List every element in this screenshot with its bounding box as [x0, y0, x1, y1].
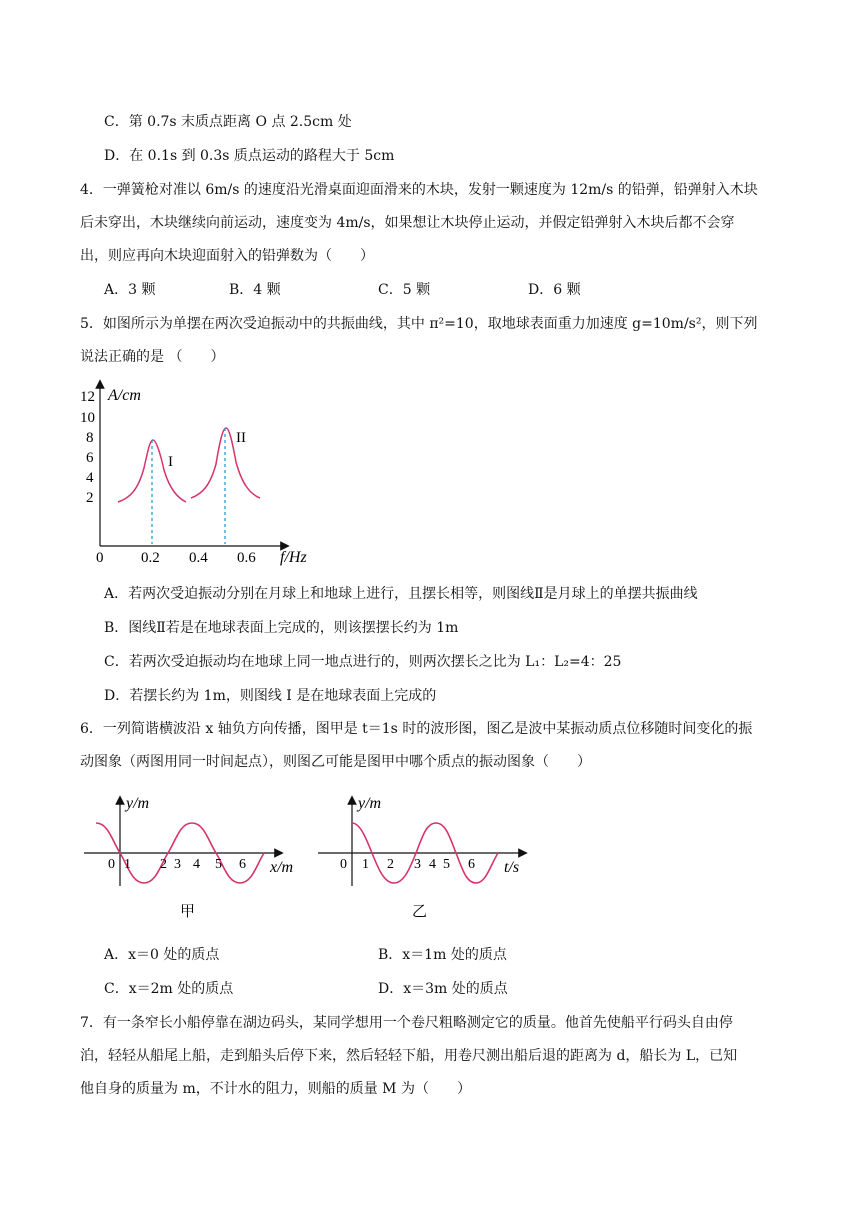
y-axis-label: y/m [358, 795, 382, 812]
y-tick-10: 10 [80, 410, 95, 426]
y-tick-2: 2 [86, 490, 94, 506]
tick-6: 6 [239, 857, 246, 872]
q5-line-2: 说法正确的是 （ ） [80, 349, 225, 365]
curve-label-2: II [236, 430, 246, 446]
q6-option-a: A．x＝0 处的质点 [104, 947, 220, 963]
q4-option-a: A．3 颗 [104, 282, 156, 298]
q3-option-c: C．第 0.7s 末质点距离 O 点 2.5cm 处 [104, 114, 352, 130]
tick-1: 1 [124, 857, 131, 872]
q5-option-c: C．若两次受迫振动均在地球上同一地点进行的，则两次摆长之比为 L₁：L₂=4：25 [104, 654, 622, 670]
q6-option-b: B．x＝1m 处的质点 [378, 947, 507, 963]
tick-3: 3 [174, 857, 181, 872]
q7-line-3: 他自身的质量为 m，不计水的阻力，则船的质量 M 为（ ） [80, 1081, 471, 1097]
tick-5: 5 [443, 857, 450, 872]
y-axis-label: A/cm [108, 387, 141, 404]
q4-line-3: 出，则应再向木块迎面射入的铅弹数为（ ） [80, 248, 374, 264]
q3-option-d: D．在 0.1s 到 0.3s 质点运动的路程大于 5cm [104, 148, 395, 164]
tick-2: 2 [387, 857, 394, 872]
tick-4: 4 [429, 857, 436, 872]
q5-line-1: 5．如图所示为单摆在两次受迫振动中的共振曲线，其中 π²=10，取地球表面重力加速度 g=10m/s²，则下列 [80, 316, 758, 332]
y-tick-12: 12 [80, 389, 95, 405]
q5-option-b: B．图线Ⅱ若是在地球表面上完成的，则该摆摆长约为 1m [104, 620, 459, 636]
x-tick-0: 0 [96, 550, 104, 566]
tick-0: 0 [340, 857, 347, 872]
x-axis-label: f/Hz [280, 549, 307, 566]
wave-figure-yi [318, 788, 538, 928]
q4-option-c: C．5 颗 [378, 282, 431, 298]
q6-option-c: C．x＝2m 处的质点 [104, 981, 234, 997]
y-tick-6: 6 [86, 450, 94, 466]
resonance-curve-2 [191, 428, 260, 498]
y-tick-8: 8 [86, 430, 94, 446]
resonance-chart [80, 378, 330, 568]
x-tick-0.4: 0.4 [189, 550, 208, 566]
tick-5: 5 [215, 857, 222, 872]
tick-6: 6 [468, 857, 475, 872]
tick-4: 4 [193, 857, 200, 872]
q6-line-1: 6．一列简谐横波沿 x 轴负方向传播，图甲是 t＝1s 时的波形图，图乙是波中某振动质点位移随时间变化的振 [80, 721, 753, 737]
q6-option-d: D．x＝3m 处的质点 [378, 981, 508, 997]
q4-option-b: B．4 颗 [229, 282, 281, 298]
q5-option-a: A．若两次受迫振动分别在月球上和地球上进行，且摆长相等，则图线Ⅱ是月球上的单摆共振曲线 [104, 586, 698, 602]
tick-1: 1 [362, 857, 369, 872]
x-axis-label: t/s [504, 859, 520, 876]
figure-caption: 甲 [180, 904, 196, 920]
x-axis-label: x/m [270, 859, 294, 876]
q4-option-d: D．6 颗 [528, 282, 581, 298]
y-axis-label: y/m [126, 795, 150, 812]
q5-option-d: D．若摆长约为 1m，则图线 I 是在地球表面上完成的 [104, 688, 437, 704]
wave-figure-jia [84, 788, 304, 928]
q7-line-2: 泊，轻轻从船尾上船，走到船头后停下来，然后轻轻下船，用卷尺测出船后退的距离为 d，船长为 L，已知 [80, 1048, 738, 1064]
q4-line-2: 后未穿出，木块继续向前运动，速度变为 4m/s，如果想让木块停止运动，并假定铅弹射入木块后都不会穿 [80, 215, 735, 231]
x-tick-0.6: 0.6 [237, 550, 256, 566]
curve-label-1: I [168, 454, 173, 470]
figure-caption: 乙 [412, 904, 428, 920]
tick-0: 0 [108, 857, 115, 872]
x-tick-0.2: 0.2 [141, 550, 160, 566]
y-tick-4: 4 [86, 470, 94, 486]
tick-3: 3 [414, 857, 421, 872]
q6-line-2: 动图象（两图用同一时间起点），则图乙可能是图甲中哪个质点的振动图象（ ） [80, 754, 591, 770]
tick-2: 2 [160, 857, 167, 872]
q4-line-1: 4．一弹簧枪对准以 6m/s 的速度沿光滑桌面迎面滑来的木块，发射一颗速度为 12m/s 的铅弹，铅弹射入木块 [80, 182, 758, 198]
q7-line-1: 7．有一条窄长小船停靠在湖边码头，某同学想用一个卷尺粗略测定它的质量。他首先使船平行码头自由停 [80, 1015, 733, 1031]
